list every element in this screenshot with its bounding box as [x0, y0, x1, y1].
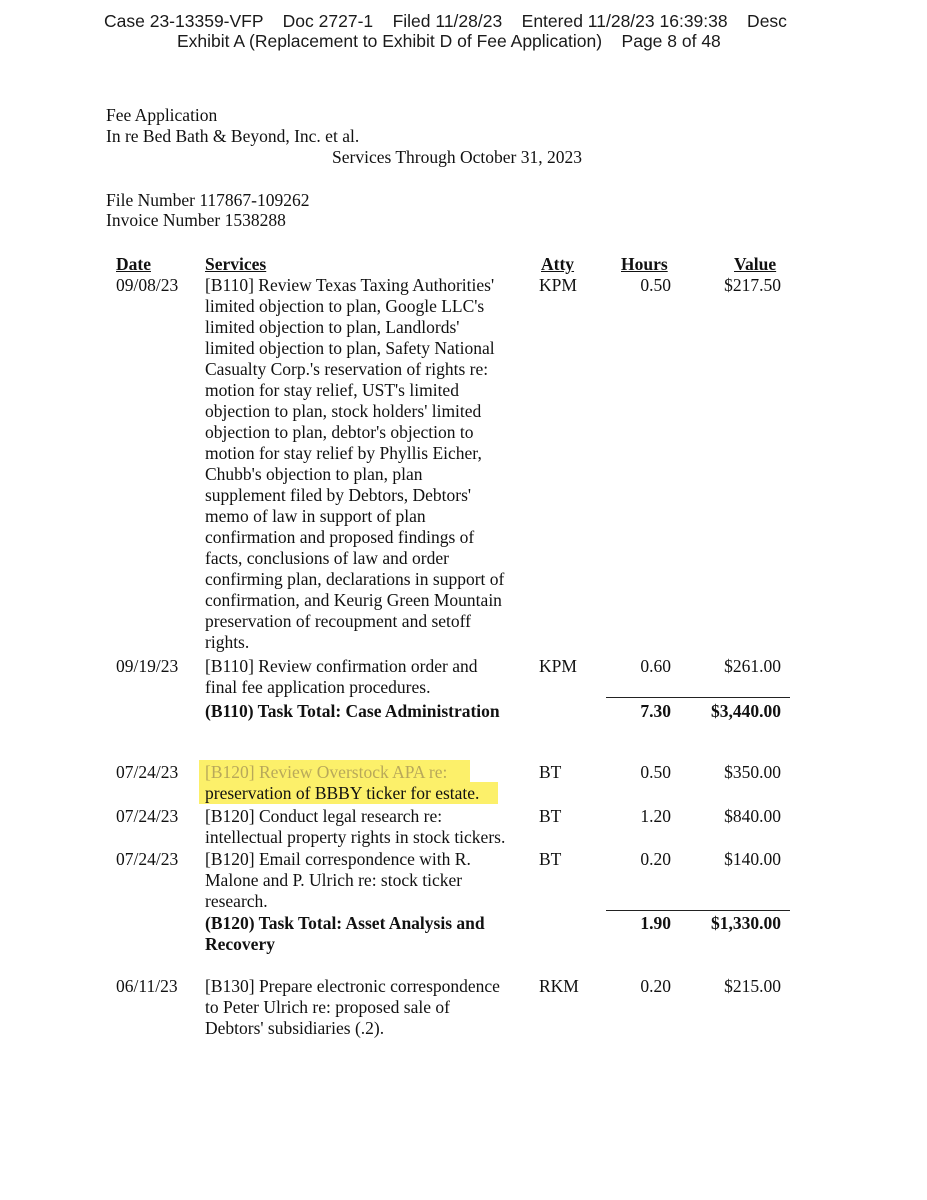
service-line: [B110] Review confirmation order and — [205, 656, 478, 676]
service-line: Casualty Corp.'s reservation of rights re: — [205, 359, 489, 379]
service-line: confirmation, and Keurig Green Mountain — [205, 590, 502, 610]
task-total-value: $3,440.00 — [711, 701, 781, 721]
service-line: facts, conclusions of law and order — [205, 548, 449, 568]
service-line: final fee application procedures. — [205, 677, 431, 697]
service-line: [B120] Review Overstock APA re: — [205, 762, 448, 782]
col-header-value: Value — [734, 254, 777, 274]
service-line: [B110] Review Texas Taxing Authorities' — [205, 275, 495, 295]
entry-value: $261.00 — [724, 656, 781, 676]
service-line: Debtors' subsidiaries (.2). — [205, 1018, 385, 1038]
service-line: limited objection to plan, Google LLC's — [205, 296, 485, 316]
service-line: Malone and P. Ulrich re: stock ticker — [205, 870, 463, 890]
total-rule — [606, 910, 790, 911]
task-total-label: (B120) Task Total: Asset Analysis and — [205, 913, 485, 933]
entry-value: $140.00 — [724, 849, 781, 869]
in-re-line: In re Bed Bath & Beyond, Inc. et al. — [106, 126, 360, 146]
task-total-hours: 1.90 — [640, 913, 671, 933]
service-line: [B130] Prepare electronic correspondence — [205, 976, 500, 996]
service-line: memo of law in support of plan — [205, 506, 426, 526]
service-line: preservation of BBBY ticker for estate. — [205, 783, 480, 803]
service-line: [B120] Conduct legal research re: — [205, 806, 443, 826]
entry-date: 09/19/23 — [116, 656, 179, 676]
service-line: objection to plan, debtor's objection to — [205, 422, 474, 442]
task-total-hours: 7.30 — [640, 701, 671, 721]
col-header-atty: Atty — [541, 254, 575, 274]
service-line: motion for stay relief, UST's limited — [205, 380, 459, 400]
entry-date: 07/24/23 — [116, 762, 179, 782]
entry-atty: KPM — [539, 275, 577, 295]
doc-title: Fee Application — [106, 105, 218, 125]
exhibit-header-line: Exhibit A (Replacement to Exhibit D of Fee Application) Page 8 of 48 — [177, 31, 721, 51]
service-line: motion for stay relief by Phyllis Eicher, — [205, 443, 482, 463]
task-total-label: (B110) Task Total: Case Administration — [205, 701, 500, 721]
file-number: File Number 117867-109262 — [106, 190, 310, 210]
entry-value: $350.00 — [724, 762, 781, 782]
entry-date: 07/24/23 — [116, 849, 179, 869]
service-line: [B120] Email correspondence with R. — [205, 849, 471, 869]
entry-hours: 0.20 — [640, 976, 671, 996]
task-total-label: Recovery — [205, 934, 275, 954]
entry-date: 07/24/23 — [116, 806, 179, 826]
service-line: confirmation and proposed findings of — [205, 527, 475, 547]
entry-hours: 0.20 — [640, 849, 671, 869]
service-line: limited objection to plan, Landlords' — [205, 317, 460, 337]
service-line: Chubb's objection to plan, plan — [205, 464, 423, 484]
entry-date: 09/08/23 — [116, 275, 179, 295]
case-header-line: Case 23-13359-VFP Doc 2727-1 Filed 11/28/23 Entered 11/28/23 16:39:38 Desc — [104, 11, 787, 31]
entry-atty: BT — [539, 762, 562, 782]
service-line: research. — [205, 891, 268, 911]
service-line: objection to plan, stock holders' limited — [205, 401, 482, 421]
entry-atty: KPM — [539, 656, 577, 676]
service-line: preservation of recoupment and setoff — [205, 611, 471, 631]
entry-hours: 0.50 — [640, 275, 671, 295]
entry-atty: BT — [539, 806, 562, 826]
entry-hours: 0.50 — [640, 762, 671, 782]
entry-hours: 0.60 — [640, 656, 671, 676]
entry-hours: 1.20 — [640, 806, 671, 826]
entry-atty: BT — [539, 849, 562, 869]
entry-value: $217.50 — [724, 275, 781, 295]
entry-atty: RKM — [539, 976, 579, 996]
col-header-services: Services — [205, 254, 267, 274]
service-line: to Peter Ulrich re: proposed sale of — [205, 997, 450, 1017]
col-header-date: Date — [116, 254, 151, 274]
invoice-number: Invoice Number 1538288 — [106, 210, 286, 230]
services-through: Services Through October 31, 2023 — [332, 147, 582, 167]
service-line: limited objection to plan, Safety National — [205, 338, 495, 358]
col-header-hours: Hours — [621, 254, 668, 274]
service-line: confirming plan, declarations in support of — [205, 569, 505, 589]
service-line: supplement filed by Debtors, Debtors' — [205, 485, 472, 505]
total-rule — [606, 697, 790, 698]
entry-value: $215.00 — [724, 976, 781, 996]
service-line: rights. — [205, 632, 250, 652]
task-total-value: $1,330.00 — [711, 913, 781, 933]
entry-date: 06/11/23 — [116, 976, 178, 996]
entry-value: $840.00 — [724, 806, 781, 826]
service-line: intellectual property rights in stock tickers. — [205, 827, 506, 847]
